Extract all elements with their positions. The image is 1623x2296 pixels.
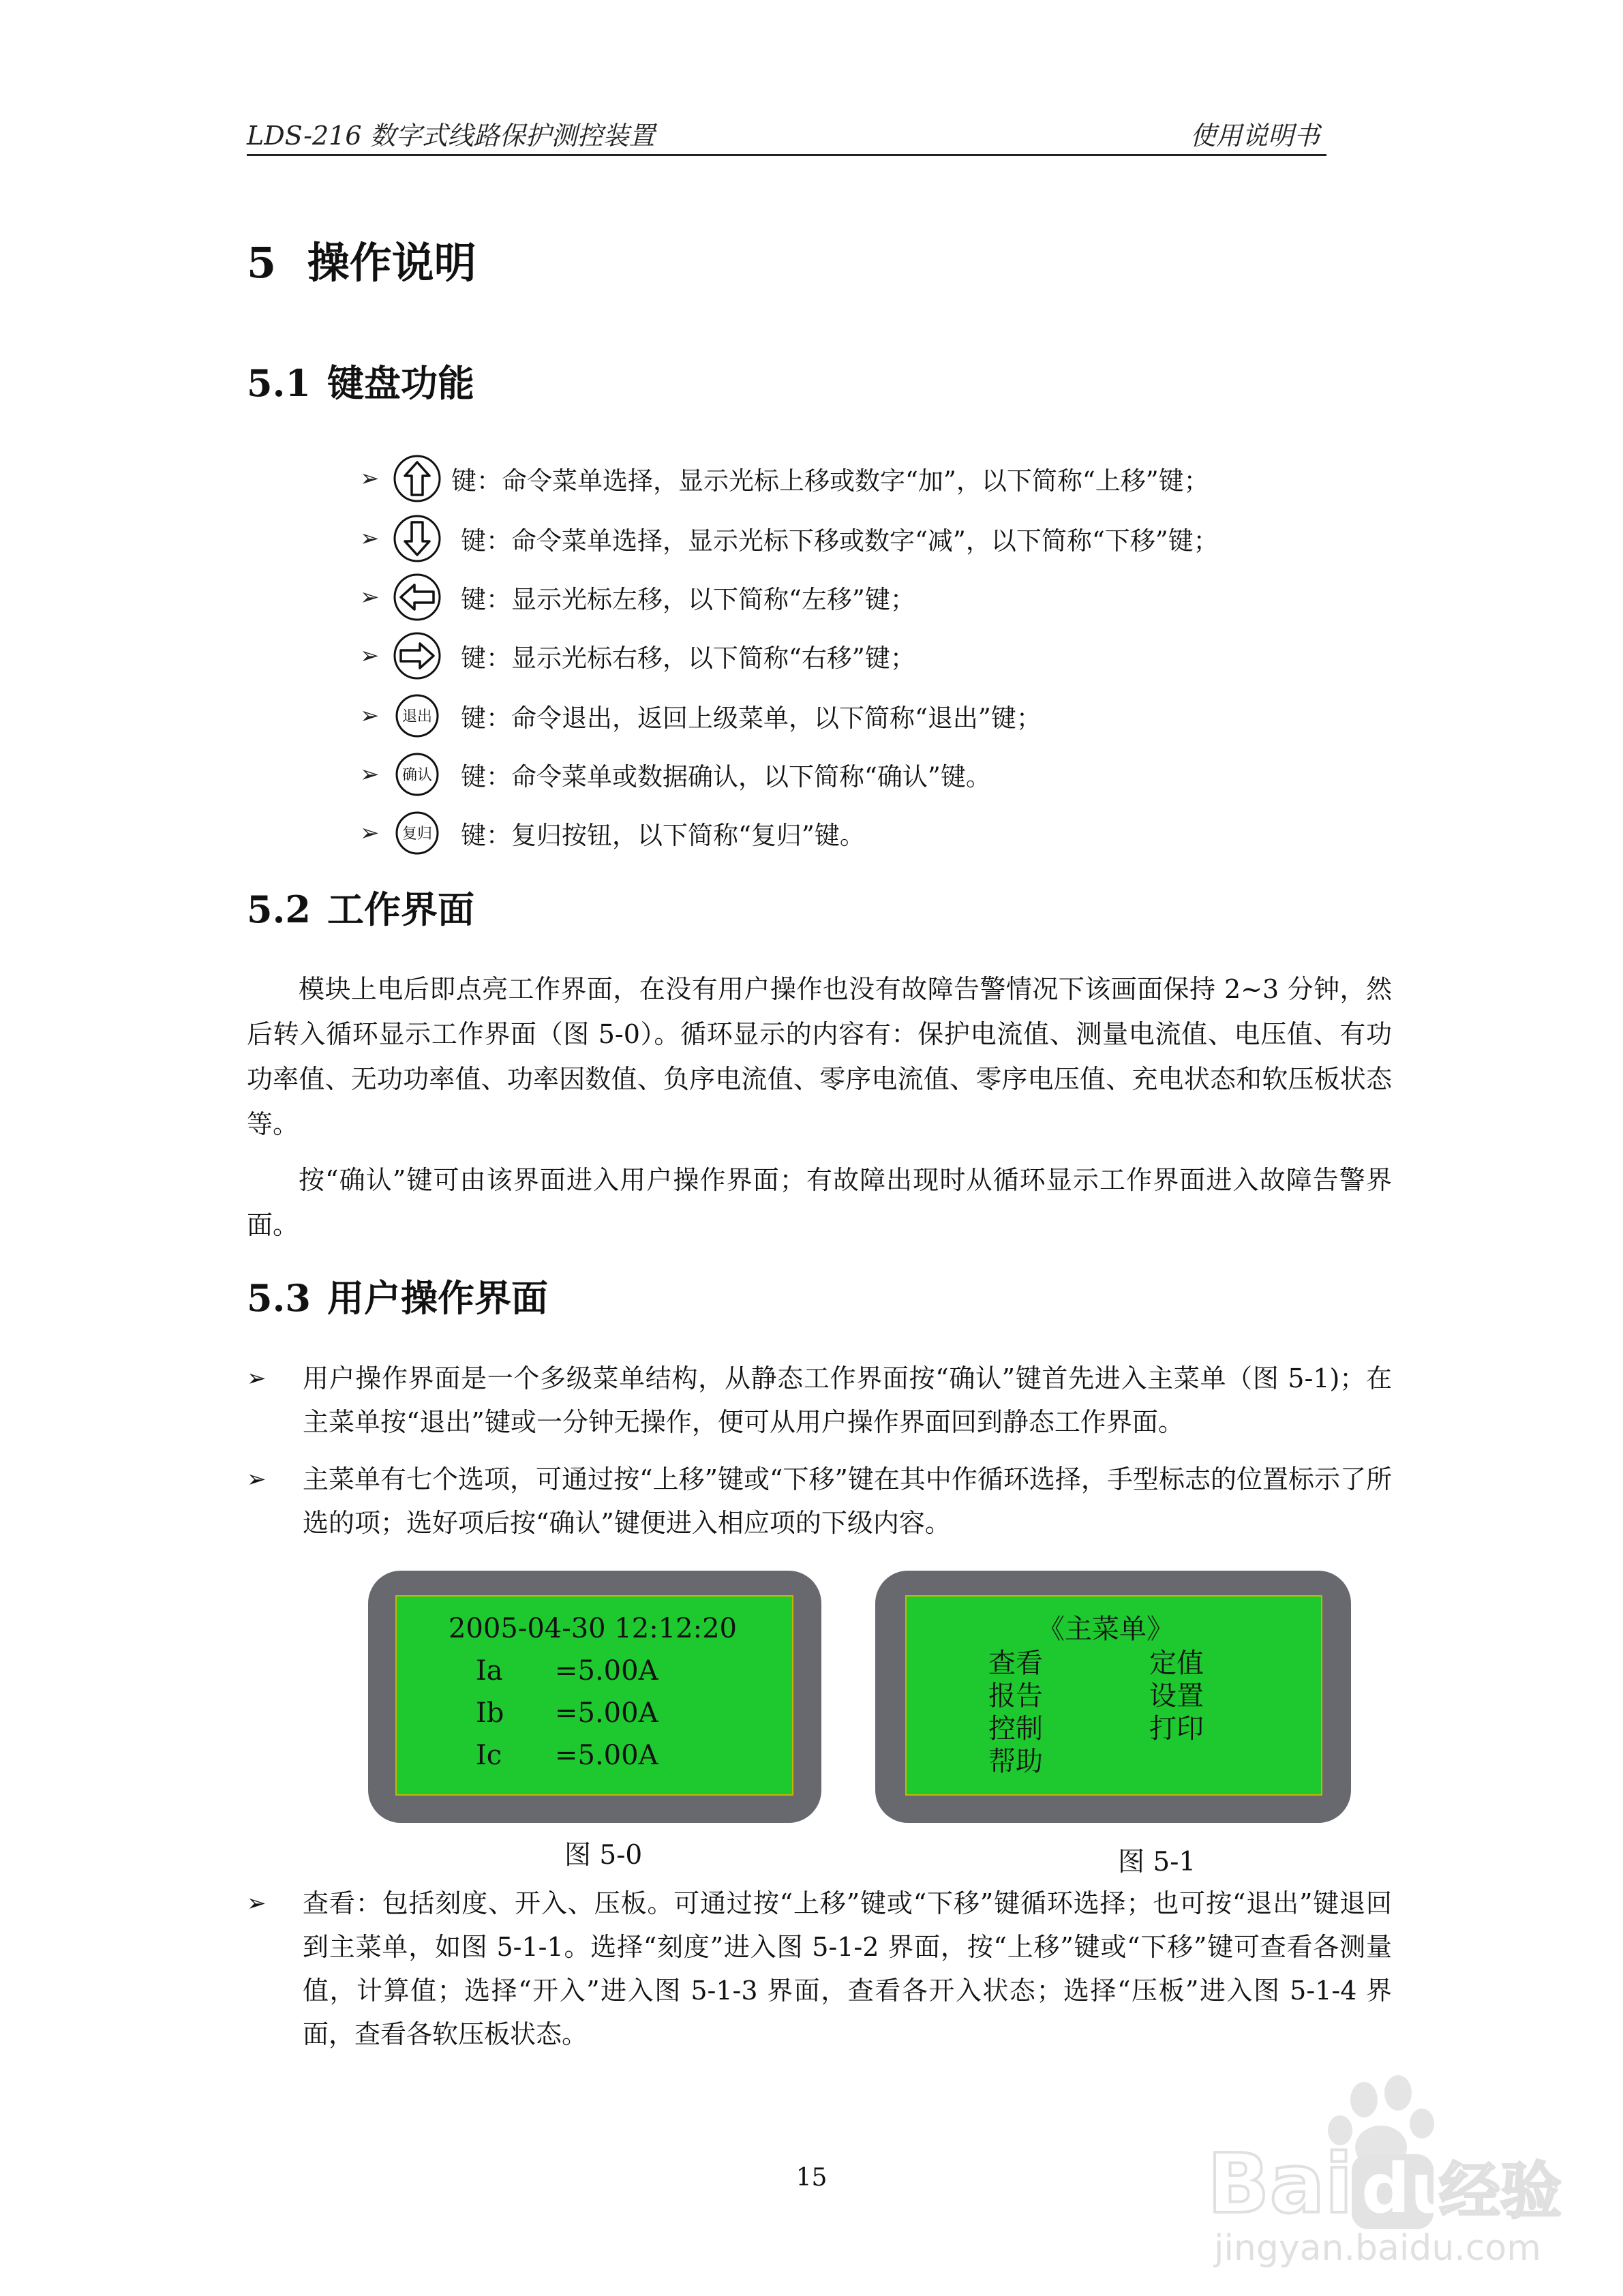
lcd-row-value: =5.00A	[555, 1740, 658, 1771]
key-description: 键：命令菜单或数据确认，以下简称“确认”键。	[461, 762, 991, 791]
figure-5-0-lcd	[368, 1571, 821, 1823]
svg-text:du: du	[1361, 2149, 1459, 2229]
left-arrow-icon	[393, 573, 442, 622]
key-description: 键：命令菜单选择，显示光标下移或数字“减”，以下简称“下移”键；	[461, 526, 1219, 556]
confirm-key-icon	[393, 750, 442, 799]
reset-key-icon	[393, 809, 442, 858]
key-row-right	[360, 629, 915, 683]
section-5-heading	[247, 229, 476, 290]
menu-item-setting-value: 定值	[1149, 1648, 1204, 1679]
lcd-datetime: 2005-04-30 12:12:20	[449, 1613, 737, 1644]
svg-text:复归: 复归	[401, 826, 433, 843]
section-title: 操作说明	[307, 238, 476, 288]
section-number: 5.2	[247, 888, 311, 931]
section-5-3-heading	[247, 1269, 548, 1322]
lcd-row-label: Ia	[476, 1655, 503, 1687]
key-description: 键：复归按钮，以下简称“复归”键。	[461, 821, 865, 850]
section-title: 工作界面	[327, 888, 474, 931]
bullet-arrow-icon: ➢	[360, 642, 380, 669]
menu-item-control: 控制	[988, 1713, 1043, 1744]
key-row-up	[360, 451, 1209, 506]
right-arrow-icon	[393, 631, 442, 680]
list-item: ➢ 主菜单有七个选项，可通过按“上移”键或“下移”键在其中作循环选择，手型标志的位置标示了所选的项；选好项后按“确认”键便进入相应项的下级内容。	[247, 1457, 1392, 1545]
bullet-arrow-icon: ➢	[360, 702, 380, 729]
header-manual-label: 使用说明书	[1189, 121, 1320, 151]
menu-item-report: 报告	[988, 1680, 1043, 1712]
baidu-jingyan-watermark	[1194, 2072, 1562, 2273]
menu-item-help: 帮助	[988, 1746, 1043, 1777]
section-5-1-heading	[247, 354, 474, 407]
menu-item-settings: 设置	[1149, 1680, 1204, 1712]
bullet-arrow-icon: ➢	[360, 465, 380, 492]
section-title: 用户操作界面	[327, 1276, 548, 1320]
svg-text:确认: 确认	[401, 767, 433, 784]
section-number: 5	[247, 238, 277, 288]
up-arrow-icon	[393, 454, 442, 503]
key-description: 键：显示光标右移，以下简称“右移”键；	[461, 644, 915, 673]
menu-item-print: 打印	[1149, 1713, 1204, 1744]
bullet-arrow-icon: ➢	[360, 525, 380, 552]
paragraph: 模块上电后即点亮工作界面，在没有用户操作也没有故障告警情况下该画面保持 2~3 分钟，然后转入循环显示工作界面（图 5-0）。循环显示的内容有：保护电流值、测量电流值、电压值、有功功率值、无功功率值、功率因数值、负序电流值、零序电流值、零序电压值、充电状态和软压板状态等。	[247, 974, 1392, 1139]
svg-text:经验: 经验	[1439, 2156, 1562, 2227]
key-description: 键：显示光标左移，以下简称“左移”键；	[461, 585, 915, 614]
header-rule	[247, 154, 1326, 156]
section-5-2-heading	[247, 881, 474, 933]
section-5-3-view-bullet	[247, 1882, 1392, 2056]
key-row-left	[360, 570, 915, 624]
section-5-2-body	[247, 967, 1392, 1248]
figure-5-1-caption: 图 5-1	[1118, 1847, 1196, 1877]
key-description: 键：命令退出，返回上级菜单，以下简称“退出”键；	[461, 704, 1042, 733]
lcd-row-value: =5.00A	[555, 1655, 658, 1687]
key-row-reset	[360, 806, 865, 860]
bullet-arrow-icon: ➢	[360, 819, 380, 847]
bullet-arrow-icon: ➢	[247, 1466, 267, 1493]
bullet-arrow-icon: ➢	[360, 761, 380, 788]
key-row-down	[360, 511, 1219, 566]
paragraph: 按“确认”键可由该界面进入用户操作界面；有故障出现时从循环显示工作界面进入故障告警界面。	[247, 1165, 1392, 1240]
svg-text:Bai: Bai	[1207, 2137, 1353, 2232]
figure-5-0-caption: 图 5-0	[564, 1840, 643, 1871]
key-row-exit	[360, 689, 1042, 743]
svg-text:退出: 退出	[401, 708, 433, 725]
key-description: 键：命令菜单选择，显示光标上移或数字“加”，以下简称“上移”键；	[451, 466, 1209, 496]
bullet-arrow-icon: ➢	[360, 584, 380, 611]
lcd-row-label: Ib	[476, 1697, 504, 1729]
figure-5-1-lcd	[875, 1571, 1351, 1823]
menu-item-view: 查看	[988, 1648, 1043, 1679]
lcd-screen	[395, 1595, 793, 1796]
key-row-confirm	[360, 747, 991, 802]
list-item: ➢ 查看：包括刻度、开入、压板。可通过按“上移”键或“下移”键循环选择；也可按“退出”键退回到主菜单，如图 5-1-1。选择“刻度”进入图 5-1-2 界面，按“上移”键或“下移”键可查看各测量值，计算值；选择“开入”进入图 5-1-3 界面，查看各开入状态；选择“压板”进入图 5-1-4 界面，查看各软压板状态。	[247, 1882, 1392, 2056]
header-doc-title: LDS-216 数字式线路保护测控装置	[247, 121, 655, 151]
lcd-screen	[905, 1595, 1322, 1796]
exit-key-icon	[393, 691, 442, 740]
lcd-row-value: =5.00A	[555, 1697, 658, 1729]
bullet-arrow-icon: ➢	[247, 1890, 267, 1917]
section-5-3-bullets	[247, 1357, 1392, 1545]
section-number: 5.3	[247, 1276, 311, 1320]
svg-text:jingyan.baidu.com: jingyan.baidu.com	[1214, 2228, 1541, 2269]
down-arrow-icon	[393, 514, 442, 563]
page-number: 15	[795, 2164, 828, 2192]
menu-title: 《主菜单》	[1037, 1614, 1174, 1645]
section-number: 5.1	[247, 361, 311, 405]
section-title: 键盘功能	[327, 361, 474, 405]
lcd-row-label: Ic	[476, 1740, 502, 1771]
bullet-arrow-icon: ➢	[247, 1365, 267, 1392]
list-item: ➢ 用户操作界面是一个多级菜单结构，从静态工作界面按“确认”键首先进入主菜单（图 5-1)；在主菜单按“退出”键或一分钟无操作，便可从用户操作界面回到静态工作界面。	[247, 1357, 1392, 1444]
